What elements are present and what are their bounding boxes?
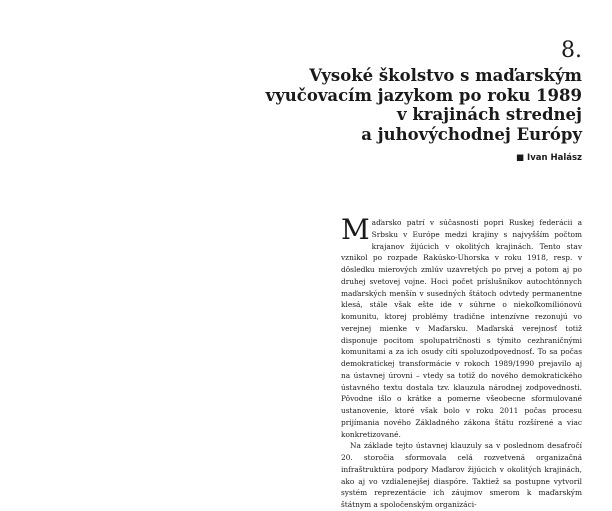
drop-cap: M [341, 213, 370, 246]
author-name: Ivan Halász [527, 153, 582, 163]
paragraph-text: aďarsko patrí v súčasnosti popri Ruskej federácii a Srbsku v Európe medzi krajiny s najvyšším počtom krajanov žijúcich v okolitých krajinách. Tento stav vznikol po rozpade Rakúsko-Uhorska v roku 1918, resp. v dôsledku mierových zmlúv uzavretých po prvej a potom aj po druhej svetovej vojne. Hoci počet príslušníkov autochtónnych maďarských menšín v susedných štátoch odvtedy permanentne klesá, stále však ešte ide v súhrne o niekoľkomiliónovú komunitu, ktorej problémy tradične intenzívne rezonujú vo verejnej mienke v Maďarsku. Maďarská verejnosť totiž disponuje pocitom spolupatričnosti s týmito cezhraničnými komunitami a za ich osudy cíti spoluzodpovednosť. To sa počas demokratickej transformácie v rokoch 1989/1990 prejavilo aj na ústavnej úrovni – vtedy sa totiž do nového demokratického ústavného textu dostala tzv. klauzula národnej zodpovednosti. Pôvodne išlo o krátke a pomerne všeobecne sformulované ustanovenie, ktoré však bolo v roku 2011 počas procesu prijímania nového Základného zákona štátu rozšírené a viac konkretizované. [341, 218, 582, 439]
chapter-title-line: v krajinách strednej [397, 105, 582, 124]
chapter-title [142, 66, 582, 144]
paragraph [341, 213, 582, 440]
chapter-number: 8. [561, 38, 582, 63]
body-text [341, 213, 582, 511]
paragraph: Na základe tejto ústavnej klauzuly sa v poslednom desaťročí 20. storočia sformovala celá rozvetvená organizačná infraštruktúra podpory Maďarov žijúcich v okolitých krajinách, ako aj vo vzdialenejšej diaspóre. Taktiež sa postupne vytvoril systém reprezentácie ich záujmov smerom k maďarským štátnym a spoločenským organizáci- [341, 441, 582, 509]
author-line [516, 153, 582, 163]
square-bullet-icon: ■ [516, 153, 525, 163]
chapter-title-line: vyučovacím jazykom po roku 1989 [265, 85, 582, 105]
chapter-title-line: a juhovýchodnej Európy [361, 124, 582, 144]
chapter-title-line: Vysoké školstvo s maďarským [309, 66, 582, 85]
